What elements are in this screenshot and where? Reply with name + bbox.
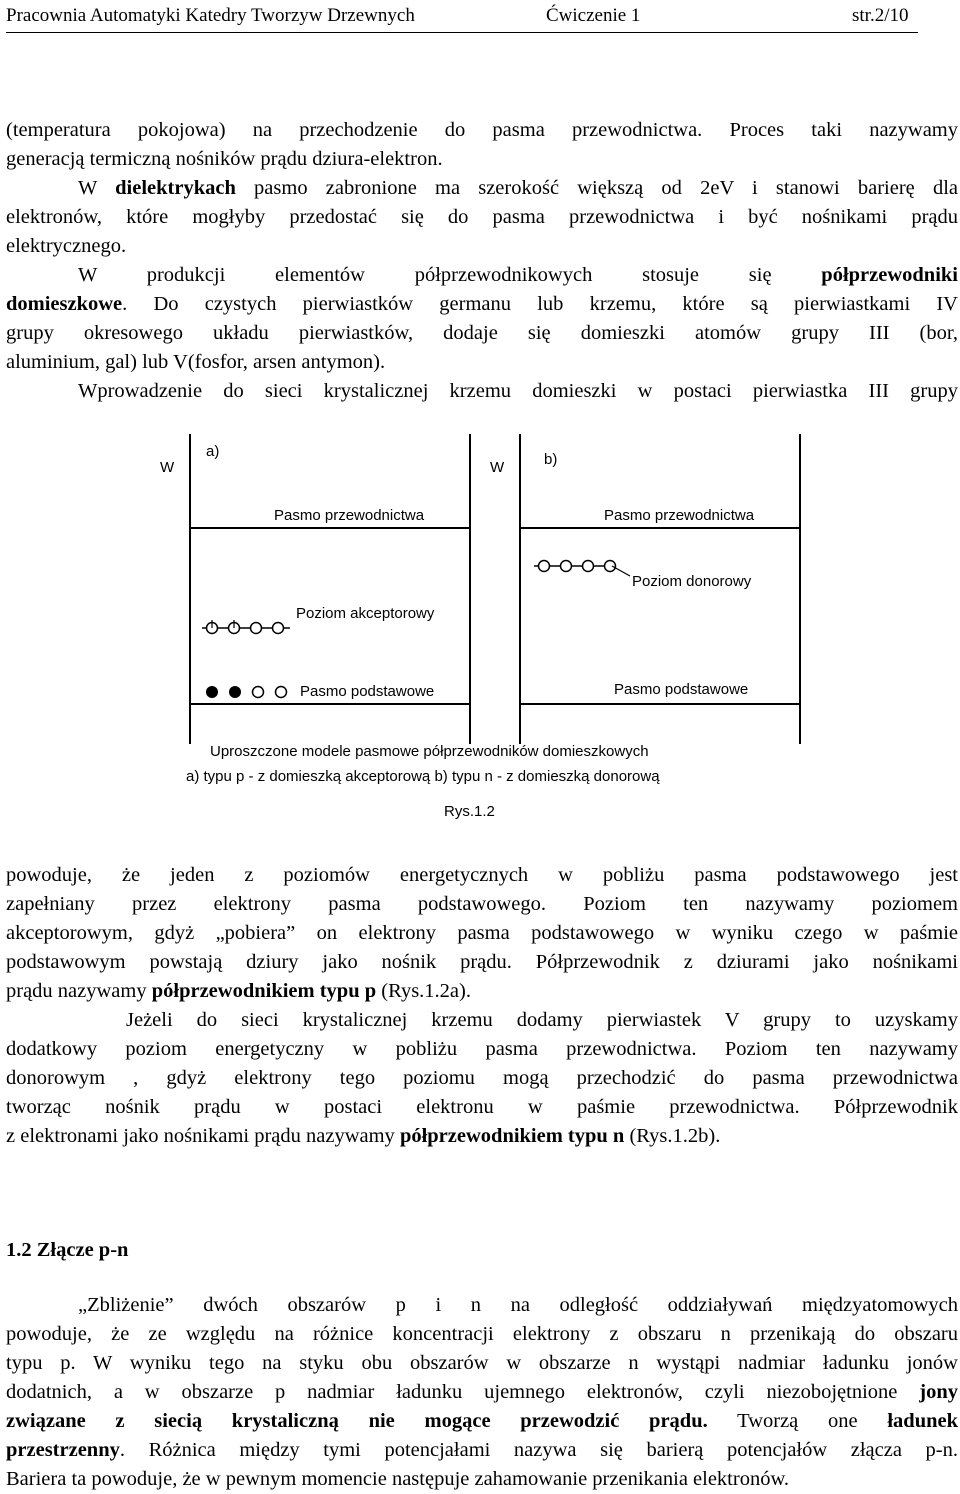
panel-b-valence-label: Pasmo podstawowe [614,681,749,698]
band-model-figure [120,404,860,834]
electron-dot [206,686,218,698]
text-line: W dielektrykach pasmo zabronione ma szerokość większą od 2eV i stanowi barierę dla [78,177,958,199]
term-space: przestrzenny [6,1439,120,1461]
text-line: powoduje, że jeden z poziomów energetycznych w pobliżu pasma podstawowego jest [6,864,958,886]
text-line: przestrzenny. Różnica między tymi potencjałami nazywa się barierą potencjałów złącza p-n. [6,1439,958,1461]
header-page-number: str.2/10 [852,5,909,26]
text-line: Jeżeli do sieci krystalicznej krzemu dodamy pierwiastek V grupy to uzyskamy [126,1009,958,1031]
panel-b-tag: b) [544,451,558,468]
panel-a-axis-label: W [160,459,175,476]
panel-b-axis-label: W [490,459,505,476]
text-line: Wprowadzenie do sieci krystalicznej krzemu domieszki w postaci pierwiastka III grupy [78,380,958,402]
text-line: z elektronami jako nośnikami prądu nazywamy półprzewodnikiem typu n (Rys.1.2b). [6,1125,721,1147]
acceptor-ion [251,623,262,634]
text-line: prądu nazywamy półprzewodnikiem typu p (Rys.1.2a). [6,980,471,1002]
text-line: związane z siecią krystaliczną nie mogące przewodzić prądu. Tworzą one ładunek [6,1410,958,1432]
text-line: domieszkowe. Do czystych pierwiastków germanu lub krzemu, które są pierwiastkami IV [6,293,958,315]
term-charge: ładunek [887,1410,958,1432]
text-line: W produkcji elementów półprzewodnikowych stosuje się półprzewodniki [78,264,958,286]
hole-dot [276,687,287,698]
panel-a-valence-label: Pasmo podstawowe [300,683,435,700]
panel-b-donor-label: Poziom donorowy [632,573,752,590]
text-line: podstawowym powstają dziury jako nośnik prądu. Półprzewodnik z dziurami jako nośnikami [6,951,958,973]
text-line: aluminium, gal) lub V(fosfor, arsen antymon). [6,351,386,373]
section-heading: 1.2 Złącze p-n [6,1239,129,1261]
paragraph-intro [6,116,958,406]
donor-ion [561,561,572,572]
electron-dot [229,686,241,698]
text-line: elektronów, które mogłyby przedostać się do pasma przewodnictwa i być nośnikami prądu [6,206,958,228]
text-line: generacją termiczną nośników prądu dziura-elektron. [6,148,443,170]
term-n-type: półprzewodnikiem typu n [399,1125,625,1147]
hole-dot [253,687,264,698]
figure-label: Rys.1.2 [444,803,495,820]
panel-a [160,434,470,744]
text-line: donorowym , gdyż elektrony tego poziomu mogą przechodzić do pasma przewodnictwa [6,1067,958,1089]
term-dielectrics: dielektrykach [115,177,236,199]
panel-a-acceptor-label: Poziom akceptorowy [296,605,435,622]
panel-a-tag: a) [206,443,220,460]
term-bound-ions: związane z siecią krystaliczną nie mogące przewodzić prądu. [6,1410,708,1432]
text-line: (temperatura pokojowa) na przechodzenie do pasma przewodnictwa. Proces taki nazywamy [6,119,958,141]
donor-ion [583,561,594,572]
term-doped: domieszkowe [6,293,123,315]
term-doped-semiconductors: półprzewodniki [821,264,958,286]
text-line: Bariera ta powoduje, że w pewnym momencie następuje zahamowanie przenikania elektronów. [6,1468,790,1490]
text-line: grupy okresowego układu pierwiastków, dodaje się domieszki atomów grupy III (bor, [6,322,958,344]
paragraph-doping [6,861,958,1151]
text-line: zapełniany przez elektrony pasma podstawowego. Poziom ten nazywamy poziomem [6,893,958,915]
donor-ion [539,561,550,572]
donor-ion [605,561,616,572]
panel-b-conduction-label: Pasmo przewodnictwa [604,507,755,524]
text-line: typu p. W wyniku tego na styku obu obszarów w obszarze n wystąpi nadmiar ładunku jonów [6,1352,958,1374]
header-exercise: Ćwiczenie 1 [546,5,641,26]
page-header [6,2,918,33]
figure-caption-line-1: Uproszczone modele pasmowe półprzewodników domieszkowych [210,743,649,760]
text-line: „Zbliżenie” dwóch obszarów p i n na odległość oddziaływań międzyatomowych [78,1294,958,1316]
panel-a-conduction-label: Pasmo przewodnictwa [274,507,425,524]
text-line: dodatnich, a w obszarze p nadmiar ładunku ujemnego elektronów, czyli niezobojętnione jony [6,1381,958,1403]
text-line: powoduje, że ze względu na różnice koncentracji elektrony z obszaru n przenikają do obszaru [6,1323,958,1345]
acceptor-ion [273,623,284,634]
panel-b [490,434,800,744]
term-ions: jony [919,1381,958,1403]
figure-caption-line-2: a) typu p - z domieszką akceptorową b) typu n - z domieszką donorową [186,768,660,785]
text-line: tworząc nośnik prądu w postaci elektronu w paśmie przewodnictwa. Półprzewodnik [6,1096,958,1118]
text-line: elektrycznego. [6,235,127,257]
header-lab-name: Pracownia Automatyki Katedry Tworzyw Drzewnych [6,5,415,26]
term-p-type: półprzewodnikiem typu p [151,980,377,1002]
text-line: dodatkowy poziom energetyczny w pobliżu pasma przewodnictwa. Poziom ten nazywamy [6,1038,958,1060]
paragraph-pn-junction [6,1291,958,1494]
text-line: akceptorowym, gdyż „pobiera” on elektrony pasma podstawowego w wyniku czego w paśmie [6,922,958,944]
